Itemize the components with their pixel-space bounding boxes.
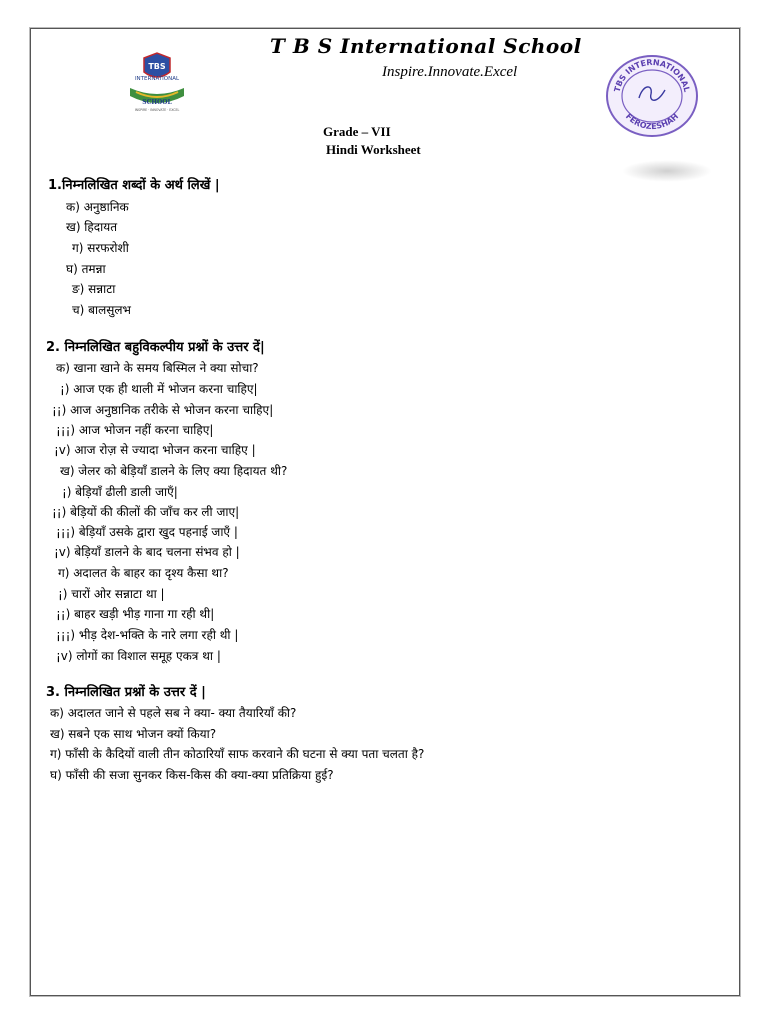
section-1-item: ख) हिदायत bbox=[66, 220, 118, 234]
seal-bottom-text: FEROZESHAH bbox=[623, 111, 681, 132]
grade-label: Grade – VII bbox=[323, 124, 391, 139]
seal-top-text: TBS INTERNATIONAL bbox=[612, 57, 692, 94]
section-3-question: ख) सबने एक साथ भोजन क्यों किया? bbox=[50, 727, 217, 741]
section-1-heading: 1.निम्नलिखित शब्दों के अर्थ लिखें | bbox=[48, 178, 220, 193]
section-2-option: ¡¡¡) आज भोजन नहीं करना चाहिए| bbox=[56, 423, 214, 437]
section-1-item: घ) तमन्ना bbox=[66, 262, 106, 276]
school-logo bbox=[118, 52, 196, 112]
section-2-question: ख) जेलर को बेड़ियाँ डालने के लिए क्या हिदायत थी? bbox=[60, 464, 288, 478]
section-3-heading: 3. निम्नलिखित प्रश्नों के उत्तर दें | bbox=[46, 685, 206, 700]
section-2-heading: 2. निम्नलिखित बहुविकल्पीय प्रश्नों के उत्तर दें| bbox=[46, 340, 265, 355]
section-2-question: क) खाना खाने के समय बिस्मिल ने क्या सोचा? bbox=[56, 361, 259, 375]
section-1-item: ङ) सन्नाटा bbox=[72, 282, 116, 296]
worksheet-title: Hindi Worksheet bbox=[326, 142, 421, 157]
logo-line1: INTERNATIONAL bbox=[134, 76, 180, 82]
tagline: Inspire.Innovate.Excel bbox=[382, 64, 518, 80]
section-2-question: ग) अदालत के बाहर का दृश्य कैसा था? bbox=[58, 566, 229, 580]
scan-smudge bbox=[622, 160, 712, 182]
section-1-item: ग) सरफरोशी bbox=[72, 241, 129, 255]
section-2-option: ¡¡) बेड़ियों की कीलों की जाँच कर ली जाए| bbox=[52, 505, 240, 519]
section-3-question: घ) फाँसी की सजा सुनकर किस-किस की क्या-क्या प्रतिक्रिया हुई? bbox=[50, 768, 334, 782]
section-3-question: क) अदालत जाने से पहले सब ने क्या- क्या तैयारियाँ की? bbox=[50, 706, 297, 720]
section-1-item: क) अनुष्ठानिक bbox=[66, 200, 129, 214]
section-3-question: ग) फाँसी के कैदियों वाली तीन कोठारियाँ साफ करवाने की घटना से क्या पता चलता है? bbox=[50, 747, 425, 761]
logo-line2: SCHOOL bbox=[142, 99, 172, 106]
section-1-item: च) बालसुलभ bbox=[72, 303, 131, 317]
section-2-option: ¡v) बेड़ियाँ डालने के बाद चलना संभव हो | bbox=[54, 545, 240, 559]
school-seal-stamp bbox=[605, 54, 699, 138]
section-2-option: ¡¡¡) भीड़ देश-भक्ति के नारे लगा रही थी | bbox=[56, 628, 239, 642]
logo-initials: TBS bbox=[148, 62, 166, 71]
logo-motto: INSPIRE · INNOVATE · EXCEL bbox=[134, 108, 180, 112]
section-2-option: ¡v) आज रोज़ से ज्यादा भोजन करना चाहिए | bbox=[54, 443, 256, 457]
section-2-option: ¡¡) आज अनुष्ठानिक तरीके से भोजन करना चाहिए| bbox=[52, 403, 274, 417]
section-2-option: ¡¡¡) बेड़ियाँ उसके द्वारा खुद पहनाई जाएँ | bbox=[56, 525, 238, 539]
section-2-option: ¡) चारों ओर सन्नाटा था | bbox=[58, 587, 165, 601]
section-2-option: ¡¡) बाहर खड़ी भीड़ गाना गा रही थी| bbox=[56, 607, 215, 621]
section-2-option: ¡v) लोगों का विशाल समूह एकत्र था | bbox=[56, 649, 221, 663]
section-2-option: ¡) बेड़ियाँ ढीली डाली जाएँ| bbox=[62, 485, 178, 499]
section-2-option: ¡) आज एक ही थाली में भोजन करना चाहिए| bbox=[60, 382, 258, 396]
school-name: T B S International School bbox=[270, 34, 582, 58]
